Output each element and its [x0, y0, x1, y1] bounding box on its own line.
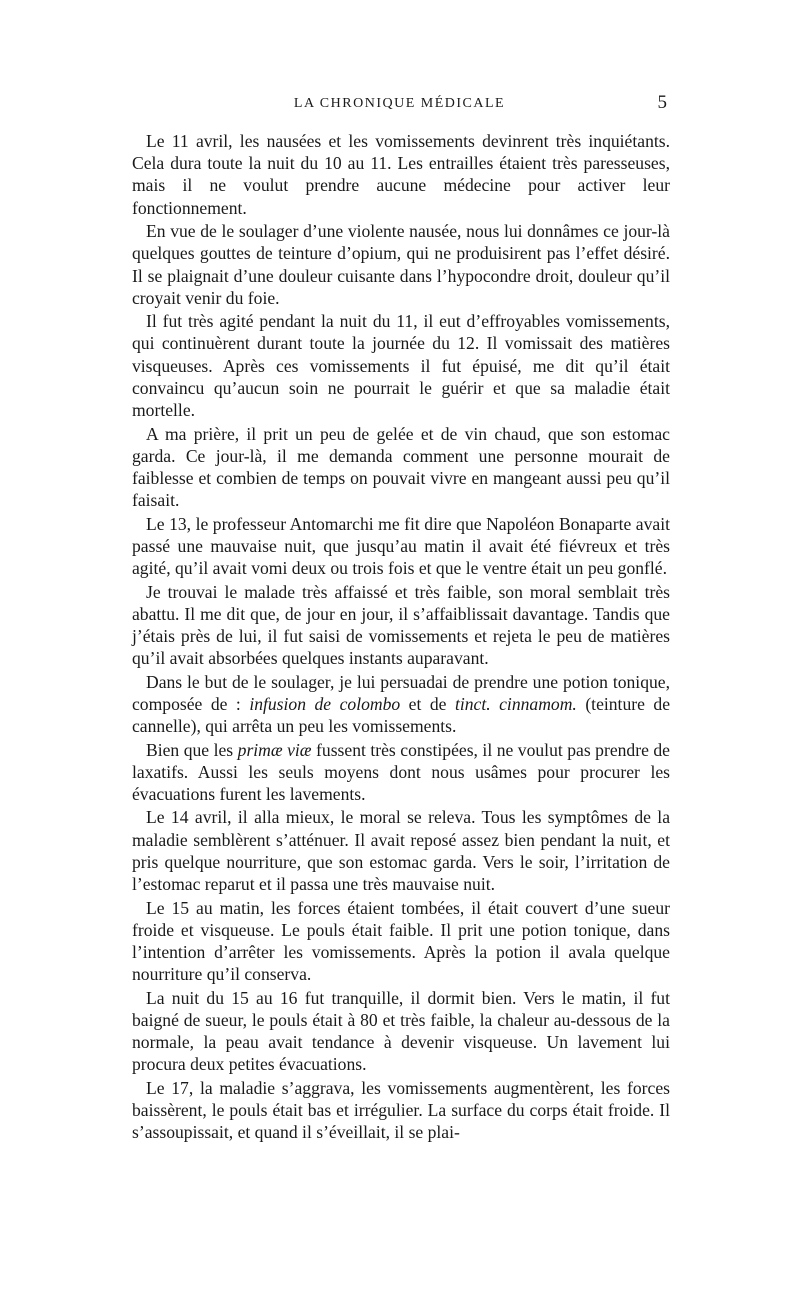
- text-run: fussent très constipées, il ne voulut pas prendre de laxatifs. Aussi les seuls moyens dont nous usâmes pour procurer les évacuations furent les lavements.: [132, 739, 670, 804]
- paragraph-night-15-16: La nuit du 15 au 16 fut tranquille, il dormit bien. Vers le matin, il fut baigné de sueur, le pouls était à 80 et très faible, la chaleur au-dessous de la normale, la peau avait tendance à devenir visqueuse. Un lavement lui procura deux petites évacuations.: [132, 987, 670, 1075]
- page-header: [132, 92, 667, 122]
- italic-term: infusion de colombo: [249, 693, 401, 714]
- paragraph-opium: En vue de le soulager d’une violente nausée, nous lui donnâmes ce jour-là quelques gouttes de teinture d’opium, qui ne produisirent pas l’effet désiré. Il se plaignait d’une douleur cuisante dans l’hypocondre droit, douleur qu’il croyait venir du foie.: [132, 221, 670, 308]
- text-run: Dans le but de le soulager, je lui persuadai de prendre une potion tonique, composée de :: [132, 671, 670, 714]
- running-title: LA CHRONIQUE MÉDICALE: [293, 96, 506, 111]
- page-number: 5: [657, 92, 667, 113]
- paragraph-apr-15: Le 15 au matin, les forces étaient tombées, il était couvert d’une sueur froide et visqueuse. Le pouls était faible. Il prit une potion tonique, dans l’intention d’arrêter les vomissements. Après la potion il avala quelque nourriture qu’il conserva.: [132, 897, 670, 985]
- paragraph-potion-tonique: [132, 671, 670, 738]
- text-run: (teinture de cannelle), qui arrêta un peu les vomissements.: [132, 693, 671, 737]
- paragraph-night-11: Il fut très agité pendant la nuit du 11, il eut d’effroyables vomissements, qui continuèrent durant toute la journée du 12. Il vomissait des matières visqueuses. Après ces vomissements il fut épuisé, me dit qu’il était convaincu qu’aucun soin ne pourrait le guérir et que sa maladie était mortelle.: [132, 311, 670, 421]
- paragraph-apr-17: Le 17, la maladie s’aggrava, les vomissements augmentèrent, les forces baissèrent, le pouls était bas et irrégulier. La surface du corps était froide. Il s’assoupissait, et quand il s’éveillait, il se plai-: [132, 1077, 670, 1143]
- paragraph-gelee: A ma prière, il prit un peu de gelée et de vin chaud, que son estomac garda. Ce jour-là, il me demanda comment une personne mourait de faiblesse et combien de temps on pouvait vivre en mangeant aussi peu qu’il faisait.: [132, 423, 670, 511]
- paragraph-apr-11: Le 11 avril, les nausées et les vomissements devinrent très inquiétants. Cela dura toute la nuit du 10 au 11. Les entrailles étaient très paresseuses, mais il ne voulut prendre aucune médecine pour activer leur fonctionnement.: [132, 131, 670, 218]
- text-run: et de: [400, 693, 455, 714]
- body-text: [132, 130, 670, 1145]
- text-run: Bien que les: [146, 739, 238, 760]
- paragraph-apr-13: Le 13, le professeur Antomarchi me fit dire que Napoléon Bonaparte avait passé une mauvaise nuit, que jusqu’au matin il avait été fiévreux et très agité, qu’il avait vomi deux ou trois fois et que le ventre était un peu gonflé.: [132, 513, 670, 579]
- paragraph-primae-viae: [132, 739, 670, 806]
- italic-term: primæ viæ: [237, 739, 312, 760]
- paragraph-apr-14: Le 14 avril, il alla mieux, le moral se releva. Tous les symptômes de la maladie semblèrent s’atténuer. Il avait reposé assez bien pendant la nuit, et pris quelque nourriture, que son estomac garda. Vers le soir, l’irritation de l’estomac reparut et il passa une très mauvaise nuit.: [132, 807, 670, 895]
- paragraph-malade-affaisse: Je trouvai le malade très affaissé et très faible, son moral semblait très abattu. Il me dit que, de jour en jour, il s’affaiblissait davantage. Tandis que j’étais près de lui, il fut saisi de vomissements et rejeta le peu de matières qu’il avait absorbées quelques instants auparavant.: [132, 581, 670, 669]
- italic-term: tinct. cinnamom.: [454, 693, 577, 714]
